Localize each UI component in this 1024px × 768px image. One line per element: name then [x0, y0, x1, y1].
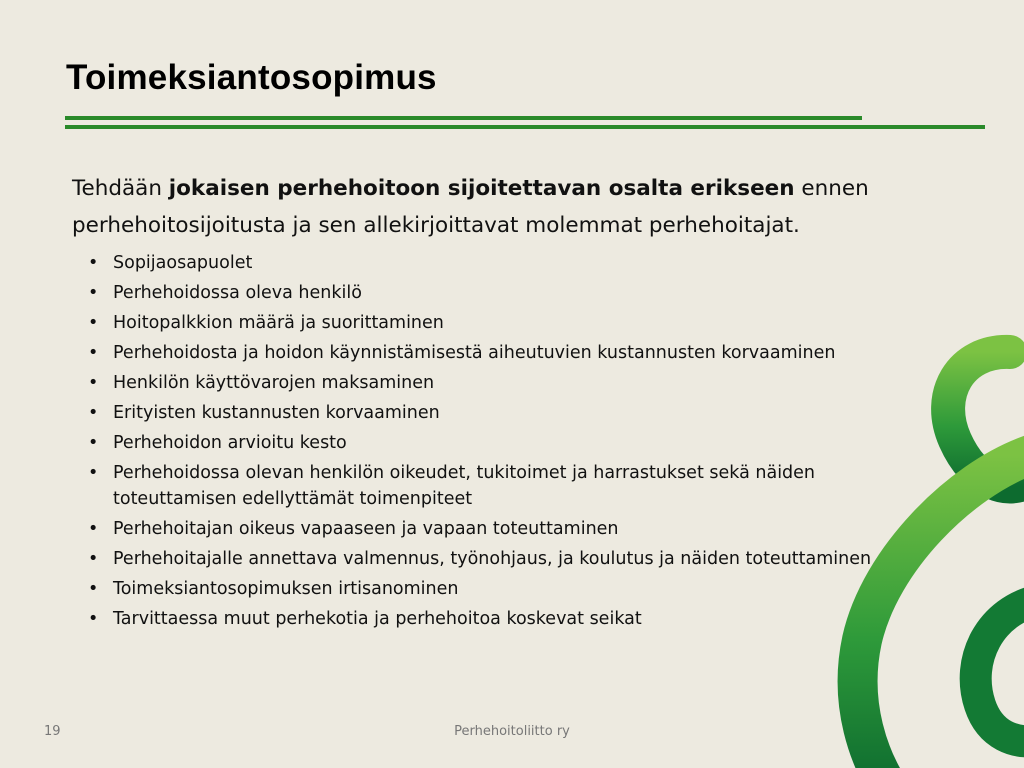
bullet-icon: •: [88, 609, 99, 629]
intro-suffix: ennen perhehoitosijoitusta ja sen allekirjoittavat molemmat perhehoitajat.: [72, 176, 869, 238]
bullet-icon: •: [88, 253, 99, 273]
list-item-text: Perhehoidon arvioitu kesto: [113, 433, 347, 453]
bullet-icon: •: [88, 433, 99, 453]
list-item-text: Perhehoidosta ja hoidon käynnistämisestä aiheutuvien kustannusten korvaaminen: [113, 343, 836, 363]
intro-bold: jokaisen perhehoitoon sijoitettavan osalta erikseen: [168, 176, 795, 201]
list-item-text: Perhehoitajalle annettava valmennus, työnohjaus, ja koulutus ja näiden toteuttaminen: [113, 549, 872, 569]
list-item-text: Erityisten kustannusten korvaaminen: [113, 403, 440, 423]
intro-paragraph: [72, 170, 972, 244]
title-rule-upper: [65, 116, 862, 120]
list-item: [88, 460, 878, 512]
list-item: [88, 546, 878, 572]
bullet-icon: •: [88, 549, 99, 569]
list-item: [88, 606, 878, 632]
bullet-icon: •: [88, 519, 99, 539]
page-number: 19: [44, 724, 61, 739]
list-item: [88, 430, 878, 456]
list-item-text: Perhehoidossa oleva henkilö: [113, 283, 362, 303]
slide-title: Toimeksiantosopimus: [66, 58, 437, 97]
list-item: [88, 340, 878, 366]
list-item: [88, 310, 878, 336]
bullet-icon: •: [88, 403, 99, 423]
bullet-icon: •: [88, 373, 99, 393]
bullet-icon: •: [88, 343, 99, 363]
bullet-list: [88, 250, 878, 636]
list-item-text: Hoitopalkkion määrä ja suorittaminen: [113, 313, 444, 333]
title-rule-lower: [65, 125, 985, 129]
list-item: [88, 250, 878, 276]
list-item-text: Perhehoidossa olevan henkilön oikeudet, tukitoimet ja harrastukset sekä näiden toteuttamisen edellyttämät toimenpiteet: [113, 463, 816, 509]
list-item-text: Henkilön käyttövarojen maksaminen: [113, 373, 435, 393]
list-item-text: Sopijaosapuolet: [113, 253, 253, 273]
list-item: [88, 400, 878, 426]
bullet-icon: •: [88, 283, 99, 303]
bullet-icon: •: [88, 463, 99, 483]
bullet-icon: •: [88, 579, 99, 599]
bullet-icon: •: [88, 313, 99, 333]
list-item: [88, 370, 878, 396]
list-item-text: Toimeksiantosopimuksen irtisanominen: [113, 579, 459, 599]
list-item: [88, 280, 878, 306]
list-item-text: Perhehoitajan oikeus vapaaseen ja vapaan toteuttaminen: [113, 519, 619, 539]
list-item-text: Tarvittaessa muut perhekotia ja perhehoitoa koskevat seikat: [113, 609, 642, 629]
intro-prefix: Tehdään: [72, 176, 169, 201]
list-item: [88, 516, 878, 542]
list-item: [88, 576, 878, 602]
footer-organization: Perhehoitoliitto ry: [454, 724, 570, 739]
